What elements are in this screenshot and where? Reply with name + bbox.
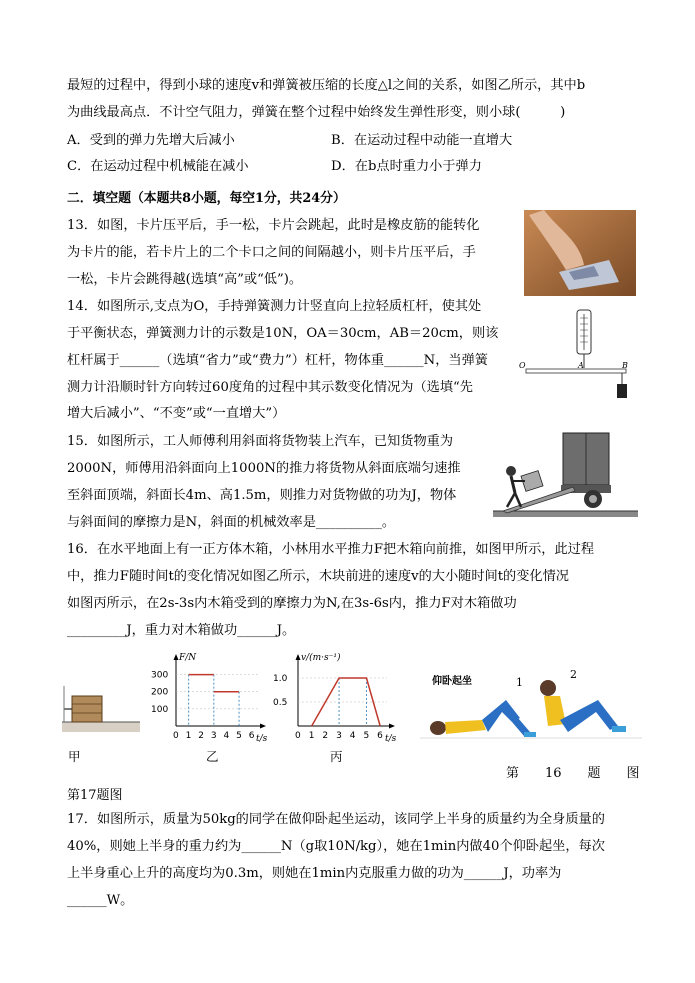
fig-jia-label: 甲 [68,749,81,764]
figure-17-caption: 第17题图 [67,788,123,803]
q14-line5: 增大后减小”、“不变”或“一直增大”） [67,406,286,421]
q13-line3: 一松，卡片会跳得越(选填“高”或“低”)。 [67,272,303,287]
x-tick-label: 5 [236,731,242,741]
x-tick-label: 3 [210,731,217,741]
q12-option-a: A．受到的弹力先增大后减小 [67,133,235,148]
situp-title: 仰卧起坐 [432,676,472,687]
x-tick-label: 4 [223,731,230,741]
y-tick-label: 1.0 [273,674,288,684]
y-tick-label: 100 [151,704,169,715]
truck-ramp-diagram [493,427,638,519]
section-title: 二．填空题（本题共8小题，每空1分，共24分） [67,191,346,206]
q17-line3: 上半身重心上升的高度均为0.3m，则她在1min内克服重力做的功为______J，功率为 [67,866,562,881]
q12-option-d: D．在b点时重力小于弹力 [331,159,482,174]
box-figure [62,680,140,746]
y-tick-label: 300 [151,670,169,681]
q14-line1: 14．如图所示,支点为O，手持弹簧测力计竖直向上拉轻质杠杆，使其处 [67,299,482,314]
x-tick-label: 1 [185,731,192,741]
x-tick-label: 6 [248,731,255,741]
velocity-time-chart [272,648,397,744]
x-tick-label: 3 [336,731,342,741]
label-o: O [519,361,526,370]
situp-label-2: 2 [570,668,577,681]
x-tick-label: 1 [308,731,315,741]
q12-line1: 最短的过程中，得到小球的速度v和弹簧被压缩的长度△l之间的关系，如图乙所示，其中b [67,78,586,93]
q12-option-b: B．在运动过程中动能一直增大 [331,133,513,148]
x-tick-label: 5 [363,731,370,741]
q17-line1: 17．如图所示，质量为50kg的同学在做仰卧起坐运动，该同学上半身的质量约为全身质量的 [67,812,605,827]
q17-line4: ______W。 [67,893,134,908]
label-a: A [578,361,584,370]
q12-line2: 为曲线最高点．不计空气阻力，弹簧在整个过程中始终发生弹性形变，则小球( ) [67,105,566,120]
q15-line3: 至斜面顶端，斜面长4m、高1.5m，则推力对货物做的功为J，物体 [67,488,457,503]
velocity-line [312,678,380,726]
q16-line4: _________J，重力对木箱做功______J。 [67,623,296,638]
x-axis-label: t/s [256,734,268,744]
y-axis-arrow [296,654,301,660]
q14-line4: 测力计沿顺时针方向转过60度角的过程中其示数变化情况为（选填“先 [67,380,473,395]
card-photo [524,210,636,296]
q13-line2: 为卡片的能，若卡片上的二个卡口之间的间隔越小，则卡片压平后，手 [67,245,476,260]
y-tick-label: 0.5 [273,698,288,708]
force-time-chart [150,648,268,744]
x-axis-arrow [260,724,266,729]
y-axis-label: F/N [179,653,197,663]
x-tick-label: 0 [173,731,179,741]
q13-line1: 13．如图，卡片压平后，手一松，卡片会跳起，此时是橡皮筋的能转化 [67,218,480,233]
situp-label-1: 1 [516,676,523,689]
q15-line4: 与斜面间的摩擦力是N，斜面的机械效率是__________。 [67,515,396,530]
fig-bing-label: 丙 [330,749,343,764]
x-tick-label: 6 [377,731,383,741]
x-tick-label: 0 [295,731,301,741]
q16-line2: 中，推力F随时间t的变化情况如图乙所示，木块前进的速度v的大小随时间t的变化情况 [67,569,569,584]
x-tick-label: 2 [198,731,204,741]
q14-line3: 杠杆属于______（选填“省力”或“费力”）杠杆，物体重______N，当弹簧 [67,353,488,368]
y-axis-label: v/(m·s⁻¹) [301,653,341,663]
lever-diagram [516,306,636,402]
y-tick-label: 200 [151,687,169,698]
figure-16-caption: 第 16 题 图 [506,766,640,781]
label-b: B [622,361,628,370]
q17-line2: 40%，则她上半身的重力约为______N（g取10N/kg），她在1min内做40个仰卧起坐，每次 [67,839,605,854]
q14-line2: 于平衡状态，弹簧测力计的示数是10N，OA＝30cm，AB＝20cm，则该 [67,326,499,341]
x-axis-arrow [389,724,395,729]
situp-figure [420,660,642,744]
x-tick-label: 4 [349,731,356,741]
x-axis-label: t/s [385,734,397,744]
q16-line3: 如图丙所示，在2s-3s内木箱受到的摩擦力为N,在3s-6s内，推力F对木箱做功 [67,596,517,611]
y-axis-arrow [174,654,179,660]
q15-line2: 2000N，师傅用沿斜面向上1000N的推力将货物从斜面底端匀速推 [67,461,461,476]
fig-yi-label: 乙 [206,749,219,764]
x-tick-label: 2 [322,731,329,741]
q12-option-c: C．在运动过程中机械能在减小 [67,159,249,174]
q16-line1: 16．在水平地面上有一正方体木箱，小林用水平推力F把木箱向前推，如图甲所示，此过程 [67,542,595,557]
q15-line1: 15．如图所示，工人师傅利用斜面将货物装上汽车，已知货物重为 [67,434,454,449]
